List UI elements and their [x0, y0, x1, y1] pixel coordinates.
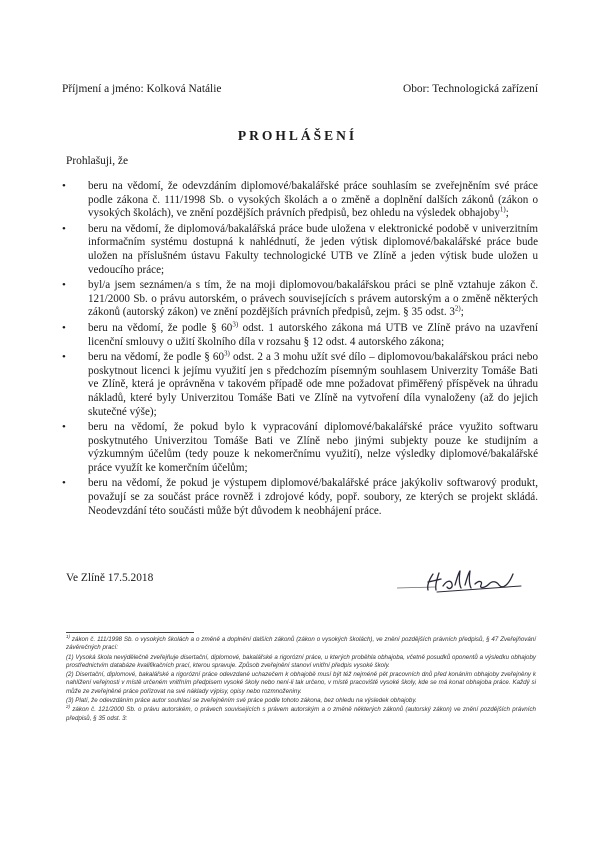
place-and-date: Ve Zlíně 17.5.2018: [66, 572, 154, 584]
declaration-item: [62, 223, 538, 277]
bullet-icon: •: [62, 279, 66, 292]
declaration-item: [62, 322, 538, 349]
declaration-item: [62, 180, 538, 221]
signature-icon: [395, 566, 535, 596]
footnote: [66, 706, 536, 723]
bullet-icon: •: [62, 421, 66, 434]
declaration-item: [62, 279, 538, 320]
declaration-text: beru na vědomí, že pokud bylo k vypracování diplomové/bakalářské práce využito softwaru poskytnutého Univerzitou Tomáše Bati ve Zlíně nebo jinými subjekty pouze ke studijním a výzkumným účelům (tedy pouze k nekomerčnímu využití), nelze výsledky diplomové/bakalářské práce využít ke komerčním účelům;: [88, 421, 538, 474]
footnote-text: (1) Vysoká škola nevýdělečně zveřejňuje disertační, diplomové, bakalářské a rigorózní práce, u kterých proběhla obhajoba, včetně posudků oponentů a výsledku obhajoby prostřednictvím databáze kvalifikačních prací, kterou spravuje. Způsob zveřejnění stanoví vnitřní předpis vysoké školy.: [66, 653, 536, 669]
footnote: [66, 654, 536, 671]
bullet-icon: •: [62, 222, 66, 235]
declaration-text-tail: ;: [505, 207, 509, 220]
declaration-item: [62, 477, 538, 518]
declaration-item: [62, 351, 538, 419]
footnote-ref: 2): [454, 304, 461, 313]
footnote-mark: 2): [66, 704, 71, 710]
footnote-ref: 3): [224, 349, 230, 358]
intro-text: Prohlašuji, že: [66, 155, 129, 167]
declaration-list: [62, 180, 538, 520]
footnote-ref: 1): [499, 205, 506, 214]
footnote-mark: 1): [66, 633, 71, 639]
declaration-text: beru na vědomí, že diplomová/bakalářská práce bude uložena v elektronické podobě v univerzitním informačním systému dostupná k nahlédnutí, že jeden výtisk diplomové/bakalářské práce bude uložen na příslušném ústavu Fakulty technologické UTB ve Zlíně a jeden výtisk bude uložen u vedoucího práce;: [88, 222, 538, 276]
footnote-divider: [66, 632, 194, 633]
declaration-text: beru na vědomí, že podle § 60: [88, 321, 233, 334]
footnote-text: (2) Disertační, diplomové, bakalářské a rigorózní práce odevzdané uchazečem k obhajobě musí být též nejméně pět pracovních dnů před konáním obhajoby zveřejněny k nahlížení veřejnosti v místě určeném vnitřním předpisem vysoké školy nebo není-li tak určeno, v místě pracoviště vysoké školy, kde se má konat obhajoba práce. Každý si může ze zveřejněné práce pořizovat na své náklady výpisy, opisy nebo rozmnoženiny.: [66, 671, 536, 695]
footnote: [66, 697, 536, 705]
declaration-text: beru na vědomí, že odevzdáním diplomové/bakalářské práce souhlasím se zveřejněním své práce podle zákona č. 111/1998 Sb. o vysokých školách a o změně a doplnění dalších zákonů (zákon o vysokých školách), ve znění pozdějších právních předpisů, bez ohledu na výsledek obhajoby: [88, 180, 538, 220]
study-field-line: Obor: Technologická zařízení: [403, 83, 538, 95]
footnote: [66, 671, 536, 696]
bullet-icon: •: [62, 180, 66, 192]
bullet-icon: •: [62, 477, 66, 490]
bullet-icon: •: [62, 321, 66, 334]
declaration-text-tail: odst. 2 a 3 mohu užít své dílo – diplomovou/bakalářskou práci nebo poskytnout licenci k jejímu využití jen s předchozím písemným souhlasem Univerzity Tomáše Bati ve Zlíně, která je oprávněna v takovém případě ode mne požadovat přiměřený příspěvek na úhradu nákladů, které byly Univerzitou Tomáše Bati ve Zlíně na vytvoření díla vynaloženy (až do jejich skutečné výše);: [88, 351, 538, 418]
student-name-line: Příjmení a jméno: Kolková Natálie: [62, 83, 222, 95]
declaration-text: beru na vědomí, že pokud je výstupem diplomové/bakalářské práce jakýkoliv softwarový produkt, považují se za součást práce rovněž i zdrojové kódy, popř. soubory, ze kterých se projekt skládá. Neodevzdání této součásti může být důvodem k neobhájení práce.: [88, 477, 538, 517]
footnote-text: zákon č. 111/1998 Sb. o vysokých školách a o změně a doplnění dalších zákonů (zákon o vysokých školách), ve znění pozdějších právních předpisů, § 47 Zveřejňování závěrečných prací:: [66, 636, 536, 652]
footnotes: [66, 633, 536, 724]
declaration-text-tail: ;: [460, 306, 464, 319]
declaration-item: [62, 421, 538, 475]
declaration-text-tail: odst. 1 autorského zákona má UTB ve Zlíně právo na uzavření licenční smlouvy o užití školního díla v rozsahu § 12 odst. 4 autorského zákona;: [88, 321, 538, 348]
page-title: PROHLÁŠENÍ: [237, 128, 358, 143]
footnote-text: (3) Platí, že odevzdáním práce autor souhlasí se zveřejněním své práce podle tohoto zákona, bez ohledu na výsledek obhajoby.: [66, 697, 417, 705]
declaration-text: byl/a jsem seznámen/a s tím, že na moji diplomovou/bakalářskou práci se plně vztahuje zákon č. 121/2000 Sb. o právu autorském, o právech souvisejících s právem autorským a o změně některých zákonů (autorský zákon) ve znění pozdějších právních předpisů, zejm. § 35 odst. 3: [88, 279, 538, 319]
declaration-text: beru na vědomí, že podle § 60: [88, 351, 225, 364]
footnote-text: zákon č. 121/2000 Sb. o právu autorském, o právech souvisejících s právem autorským a o změně některých zákonů (autorský zákon) ve znění pozdějších právních předpisů, § 35 odst. 3:: [66, 706, 536, 722]
bullet-icon: •: [62, 351, 66, 364]
footnote-ref: 3): [232, 320, 239, 329]
footnote: [66, 633, 536, 653]
